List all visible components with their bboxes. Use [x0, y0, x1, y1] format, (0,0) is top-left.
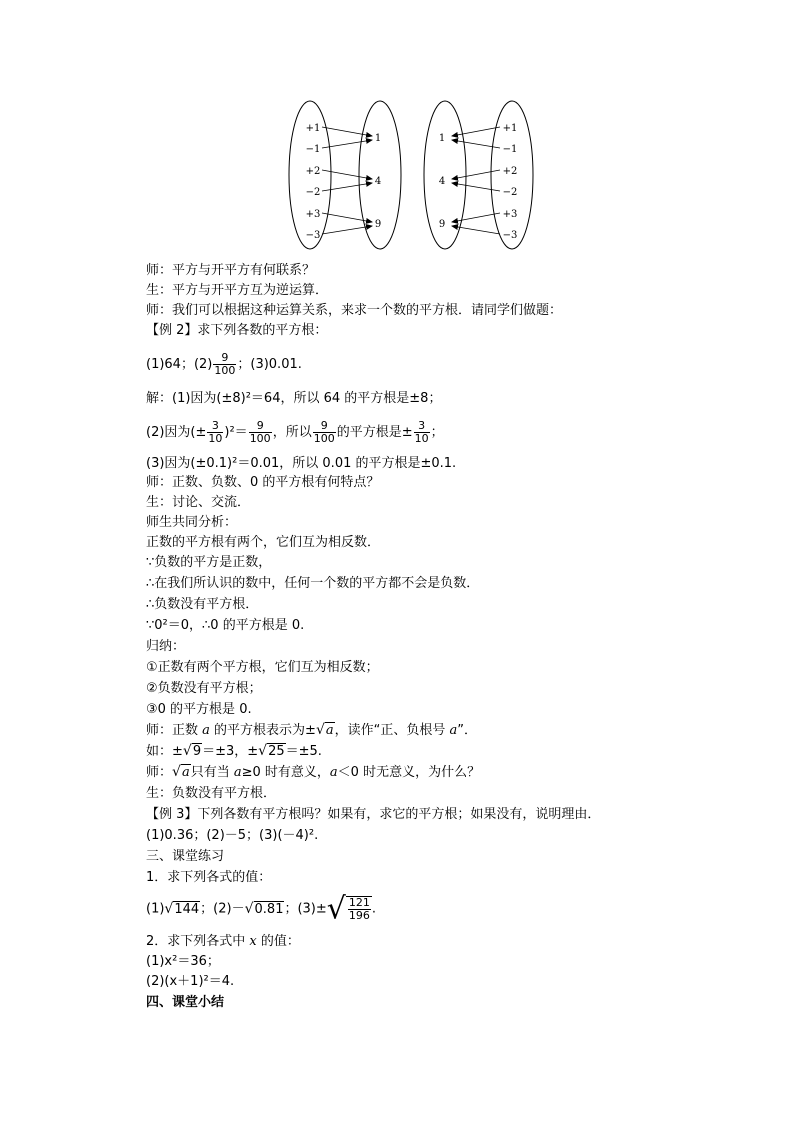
radicand: 144 — [174, 901, 200, 917]
radical-sign: √ — [172, 764, 181, 780]
teacher-question-2: 师：正数、负数、0 的平方根有何特点？ — [146, 475, 380, 490]
text: 的平方根表示为± — [209, 723, 316, 738]
text: ，读作“正、负根号 — [334, 723, 450, 738]
practice-2-item: (2)(x＋1)²＝4. — [146, 974, 235, 989]
solution-3: (3)因为(±0.1)²＝0.01，所以 0.01 的平方根是±0.1. — [146, 456, 457, 471]
example-3-title: 【例 3】下列各数有平方根吗？如果有，求它的平方根；如果没有，说明理由． — [146, 807, 601, 822]
solution-2 — [146, 420, 444, 445]
left-outer-label: +1 — [305, 123, 321, 134]
text: ；(2)－ — [200, 901, 245, 917]
section-3-heading: 三、课堂练习 — [146, 849, 225, 864]
denominator: 100 — [214, 364, 236, 377]
left-arrow — [322, 170, 372, 179]
square-root — [164, 901, 200, 918]
teacher-question-3 — [146, 764, 480, 781]
radical-sign: √ — [164, 900, 174, 917]
analysis-point: ∵0²＝0，∴0 的平方根是 0. — [146, 618, 305, 633]
square-root — [316, 722, 335, 739]
denominator: 100 — [249, 432, 271, 445]
example-3-items: (1)0.36；(2)－5；(3)(－4)². — [146, 828, 319, 843]
variable: a — [329, 765, 338, 780]
analysis-point: 正数的平方根有两个，它们互为相反数． — [146, 535, 381, 550]
text: ，所以 — [272, 425, 312, 440]
analysis-heading: 师生共同分析： — [146, 515, 238, 530]
numerator: 9 — [313, 420, 336, 433]
fraction — [249, 420, 272, 445]
text: ；(3)0.01. — [237, 357, 302, 372]
radical-sign: √ — [326, 891, 346, 927]
radicand: 0.81 — [254, 901, 284, 917]
radicand: 9 — [192, 744, 202, 759]
fraction — [207, 420, 223, 445]
left-outer-label: +3 — [305, 209, 321, 220]
text: 的平方根是± — [336, 425, 413, 440]
left-outer-label: −2 — [305, 187, 321, 198]
text: 如：± — [146, 744, 183, 759]
analysis-point: ∴在我们所认识的数中，任何一个数的平方都不会是负数． — [146, 576, 480, 591]
left-outer-label: +2 — [305, 166, 321, 177]
right-inner-label: 9 — [438, 219, 446, 230]
section-4-heading: 四、课堂小结 — [146, 995, 225, 1010]
variable: x — [249, 934, 257, 949]
right-outer-label: +1 — [502, 123, 518, 134]
right-outer-label: +3 — [502, 209, 518, 220]
numerator: 9 — [213, 352, 236, 365]
text: )²＝ — [224, 425, 248, 440]
right-inner-label: 1 — [438, 133, 446, 144]
analysis-point: ∴负数没有平方根． — [146, 597, 259, 612]
analysis-point: ∵负数的平方是正数， — [146, 555, 272, 570]
square-root — [245, 901, 285, 918]
denominator: 10 — [414, 432, 429, 445]
practice-2-title — [146, 933, 300, 950]
right-outer-label: −2 — [502, 187, 518, 198]
student-answer-2: 生：讨论、交流． — [146, 495, 251, 510]
left-outer-label: −1 — [305, 144, 321, 155]
text: ”． — [457, 723, 478, 738]
left-arrow — [322, 213, 372, 222]
text: (2)因为(± — [146, 425, 207, 440]
radical-sign: √ — [182, 743, 192, 759]
text: 2．求下列各式中 — [146, 934, 250, 949]
square-root — [258, 743, 285, 760]
example-line — [146, 743, 322, 760]
text: 的值： — [256, 934, 300, 949]
text: ； — [430, 425, 444, 440]
right-outer-label: +2 — [502, 166, 518, 177]
summary-item: ②负数没有平方根； — [146, 681, 262, 696]
left-arrow — [322, 183, 372, 191]
radicand: 25 — [268, 744, 285, 759]
text: (1)64；(2) — [146, 357, 213, 372]
student-answer-3: 生：负数没有平方根． — [146, 786, 277, 801]
text: (1) — [146, 901, 165, 917]
right-arrow — [452, 127, 500, 136]
teacher-question: 师：平方与开平方有何联系？ — [146, 263, 316, 278]
right-arrow — [452, 213, 500, 222]
notation-line — [146, 722, 477, 739]
summary-heading: 归纳： — [146, 639, 186, 654]
square-root — [183, 743, 202, 760]
student-answer: 生：平方与开平方互为逆运算． — [146, 283, 329, 298]
summary-item: ①正数有两个平方根，它们互为相反数； — [146, 660, 379, 675]
right-outer-label: −1 — [502, 144, 518, 155]
practice-1-title: 1．求下列各式的值： — [146, 870, 272, 885]
text: 只有当 — [190, 765, 234, 780]
left-arrow — [322, 127, 372, 136]
left-inner-label: 9 — [374, 219, 382, 230]
fraction — [313, 420, 336, 445]
radicand — [346, 896, 372, 922]
radical-sign: √ — [244, 900, 254, 917]
radicand: a — [325, 723, 334, 738]
text: . — [371, 901, 377, 917]
teacher-instruction: 师：我们可以根据这种运算关系，来求一个数的平方根．请同学们做题： — [146, 303, 563, 318]
fraction — [348, 897, 371, 922]
text: ；(3)± — [284, 901, 327, 917]
denominator: 196 — [348, 909, 370, 922]
text: ＝±5. — [285, 744, 322, 759]
numerator: 9 — [249, 420, 272, 433]
right-outer-label: −3 — [502, 230, 518, 241]
left-outer-label: −3 — [305, 230, 321, 241]
right-inner-label: 4 — [438, 176, 446, 187]
example-2-items — [146, 352, 302, 377]
square-root-of-fraction — [326, 891, 372, 927]
example-2-title: 【例 2】求下列各数的平方根： — [146, 323, 328, 338]
fraction — [414, 420, 430, 445]
text: ≥0 时有意义， — [241, 765, 330, 780]
right-arrow — [452, 183, 500, 191]
numerator: 121 — [348, 896, 370, 909]
left-arrow — [322, 226, 372, 234]
text: ＝±3，± — [202, 744, 259, 759]
right-arrow — [452, 170, 500, 179]
text: ＜0 时无意义，为什么？ — [337, 765, 481, 780]
fraction — [213, 352, 236, 377]
variable: a — [449, 723, 458, 738]
variable: a — [233, 765, 242, 780]
numerator: 3 — [414, 420, 430, 433]
practice-1-items — [146, 891, 377, 927]
radical-sign: √ — [258, 743, 268, 759]
square-root-mapping-diagram — [280, 100, 550, 260]
practice-2-item: (1)x²＝36； — [146, 954, 220, 969]
variable: a — [202, 723, 210, 738]
left-inner-label: 4 — [374, 176, 382, 187]
left-inner-label: 1 — [374, 133, 382, 144]
denominator: 10 — [208, 432, 223, 445]
numerator: 3 — [207, 420, 223, 433]
summary-item: ③0 的平方根是 0. — [146, 702, 252, 717]
radical-sign: √ — [315, 722, 325, 738]
text: 师： — [146, 765, 173, 780]
denominator: 100 — [313, 432, 335, 445]
text: 师：正数 — [146, 723, 203, 738]
radicand: a — [181, 765, 190, 780]
solution-1: 解：(1)因为(±8)²＝64，所以 64 的平方根是±8； — [146, 391, 442, 406]
square-root — [172, 764, 191, 781]
